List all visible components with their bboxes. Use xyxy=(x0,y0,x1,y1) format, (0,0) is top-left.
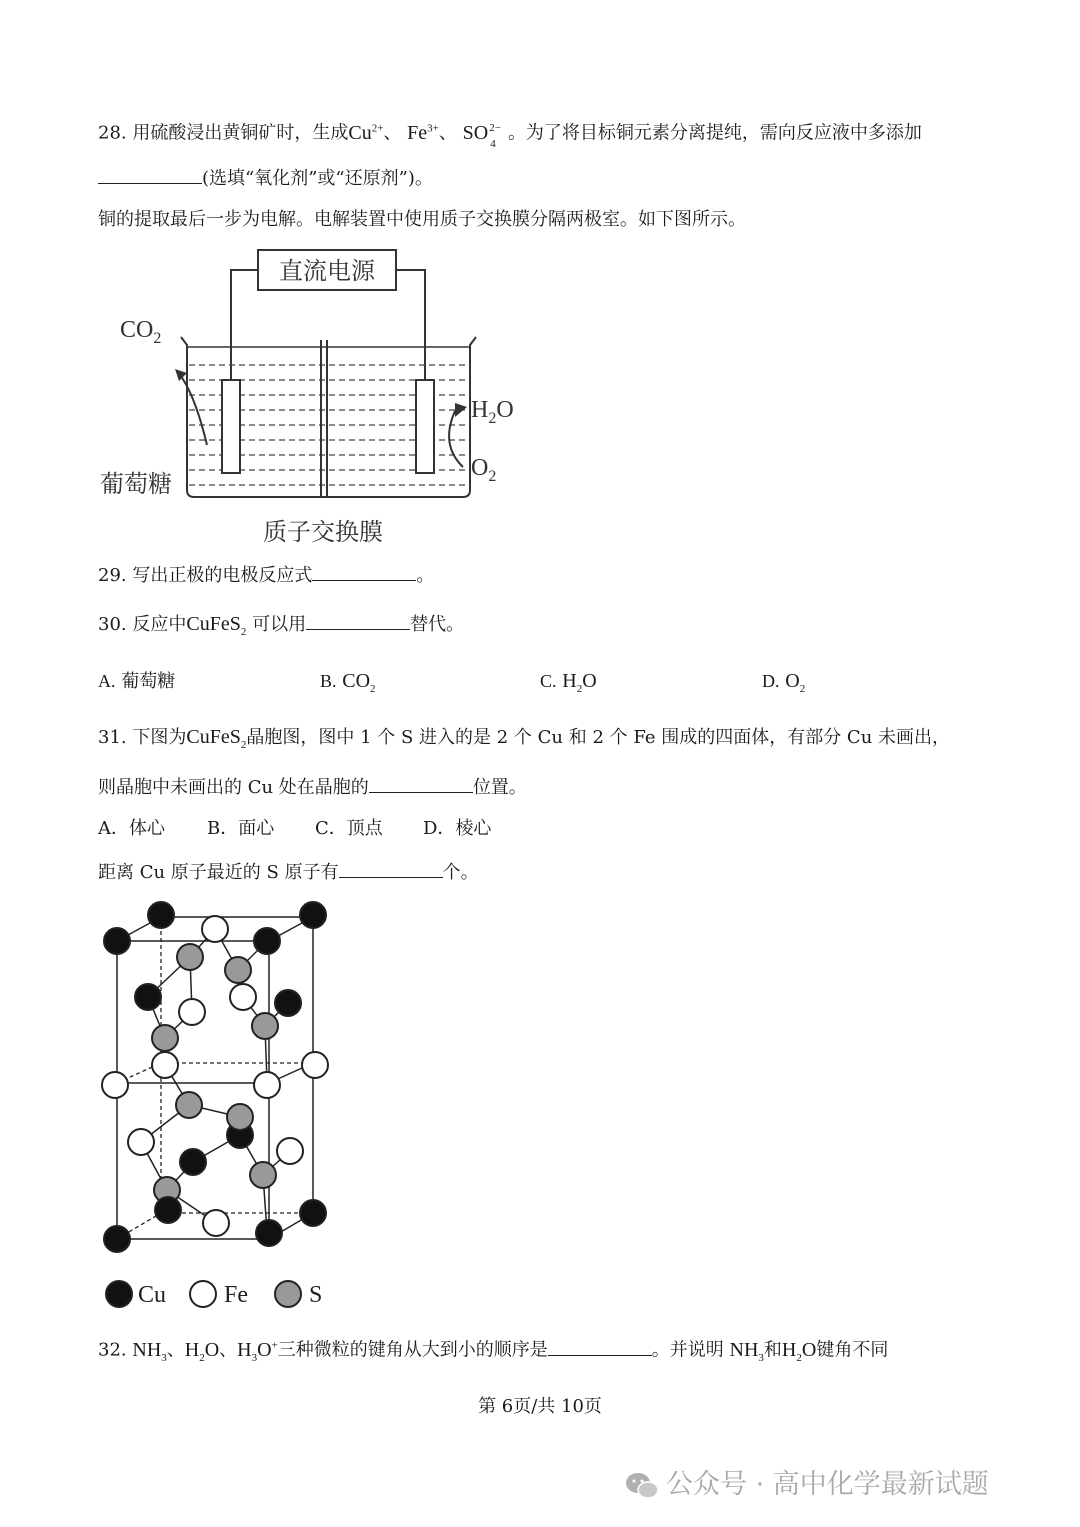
s-atom xyxy=(225,957,251,983)
answer-blank[interactable] xyxy=(312,562,416,581)
co2-label: $CO_2$ xyxy=(120,317,162,347)
fe-atom xyxy=(254,1072,280,1098)
legend-fe-label: Fe xyxy=(224,1282,248,1308)
cu-atom xyxy=(180,1149,206,1175)
question-28-line1: 28. 用硫酸浸出黄铜矿时，生成$Cu^{2+}$、 $Fe^{3+}$、 SO 2− 4 。为了将目标铜元素分离提纯，需向反应液中多添加 xyxy=(98,121,922,150)
s-atom xyxy=(152,1025,178,1051)
question-28-line2 xyxy=(98,165,433,192)
wire-right xyxy=(396,270,425,380)
ion-so4: SO 2− 4 xyxy=(462,121,501,150)
fe-atom xyxy=(277,1138,303,1164)
legend-s-icon xyxy=(275,1281,301,1307)
fe-atom xyxy=(152,1052,178,1078)
q30-option-c[interactable]: C. $H_2O$ xyxy=(540,670,597,695)
fe-atom xyxy=(230,984,256,1010)
question-number: 28. xyxy=(98,122,127,144)
watermark: 公众号 · 高中化学最新试题 xyxy=(624,1462,989,1501)
question-29: 29. 写出正极的电极反应式 。 xyxy=(98,562,434,589)
crystal-cell-diagram xyxy=(95,895,345,1260)
cu-atom xyxy=(254,928,280,954)
cu-atom xyxy=(300,902,326,928)
answer-blank[interactable] xyxy=(339,859,443,878)
atom-legend xyxy=(100,1276,340,1312)
cu-atom xyxy=(148,902,174,928)
cu-atom xyxy=(300,1200,326,1226)
q31-option-b[interactable]: B．面心 xyxy=(207,818,275,839)
q31-option-d[interactable]: D．棱心 xyxy=(423,818,492,839)
q30-option-b[interactable]: B. $CO_2$ xyxy=(320,670,376,695)
fe-atom xyxy=(203,1210,229,1236)
page-footer: 第 6页/共 10页 xyxy=(478,1396,602,1417)
fe-atom xyxy=(128,1129,154,1155)
fe-atom xyxy=(179,999,205,1025)
legend-cu-icon xyxy=(106,1281,132,1307)
s-atom xyxy=(252,1013,278,1039)
q31-option-a[interactable]: A．体心 xyxy=(98,818,165,839)
cu-atom xyxy=(104,928,130,954)
cell-edges xyxy=(117,917,313,1239)
wechat-icon xyxy=(624,1471,660,1501)
q30-option-a[interactable]: A. 葡萄糖 xyxy=(98,671,176,692)
arrow-h2o xyxy=(449,411,463,467)
question-text: 用硫酸浸出黄铜矿时，生成 xyxy=(132,122,349,144)
answer-blank[interactable] xyxy=(548,1337,652,1356)
fe-atom xyxy=(102,1072,128,1098)
question-number: 30. xyxy=(98,614,127,635)
glucose-label: 葡萄糖 xyxy=(100,470,172,498)
answer-blank[interactable] xyxy=(306,611,410,630)
s-atom xyxy=(227,1104,253,1130)
question-number: 29. xyxy=(98,565,127,586)
cu-atom xyxy=(135,984,161,1010)
question-31-line1: 31. 下图为CuFeS$_2$晶胞图，图中 1 个 S 进入的是 2 个 Cu 和 2 个 Fe 围成的四面体，有部分 Cu 未画出， xyxy=(98,726,951,751)
question-text: (选填“氧化剂”或“还原剂”)。 xyxy=(202,168,433,189)
intro-text: 铜的提取最后一步为电解。电解装置中使用质子交换膜分隔两极室。如下图所示。 xyxy=(98,209,746,230)
fe-atom xyxy=(302,1052,328,1078)
s-atom xyxy=(250,1162,276,1188)
hidden-edges xyxy=(117,917,313,1239)
cu-atom xyxy=(256,1220,282,1246)
question-31-line3: 距离 Cu 原子最近的 S 原子有 个。 xyxy=(98,859,479,886)
question-30: 30. 反应中CuFeS$_2$ 可以用 替代。 xyxy=(98,613,465,638)
formula-cufes2: CuFeS$_2$ xyxy=(186,613,247,638)
o2-label: $O_2$ xyxy=(471,455,497,485)
answer-blank[interactable] xyxy=(98,165,202,184)
h2o-label: $H_2O$ xyxy=(471,397,514,427)
cu-atom xyxy=(275,990,301,1016)
question-number: 32. xyxy=(98,1339,127,1361)
electrode-left xyxy=(222,380,240,473)
question-32: 32. $NH_3$、$H_2O$、$H_3O^+$三种微粒的键角从大到小的顺序是 。并说明 $NH_3$和$H_2O$键角不同 xyxy=(98,1338,889,1364)
question-text: 。为了将目标铜元素分离提纯，需向反应液中多添加 xyxy=(507,122,922,144)
atoms xyxy=(102,902,328,1252)
wire-left xyxy=(231,270,258,380)
membrane-label: 质子交换膜 xyxy=(263,518,383,546)
answer-blank[interactable] xyxy=(369,774,473,793)
cu-atom xyxy=(104,1226,130,1252)
fe-atom xyxy=(202,916,228,942)
q30-option-d[interactable]: D. $O_2$ xyxy=(762,670,806,695)
electrode-right xyxy=(416,380,434,473)
q31-option-c[interactable]: C．顶点 xyxy=(315,818,383,839)
power-supply-label: 直流电源 xyxy=(279,257,375,285)
ion-cu: $Cu^{2+}$ xyxy=(348,121,384,144)
question-number: 31. xyxy=(98,727,127,748)
ion-fe: $Fe^{3+}$ xyxy=(407,121,439,144)
legend-cu-label: Cu xyxy=(138,1282,167,1308)
legend-s-label: S xyxy=(309,1282,323,1308)
cu-atom xyxy=(155,1197,181,1223)
legend-fe-icon xyxy=(190,1281,216,1307)
formula-cufes2: CuFeS$_2$ xyxy=(186,726,247,751)
question-31-line2: 则晶胞中未画出的 Cu 处在晶胞的 位置。 xyxy=(98,774,527,801)
electrolysis-diagram xyxy=(95,245,535,555)
s-atom xyxy=(177,944,203,970)
s-atom xyxy=(176,1092,202,1118)
